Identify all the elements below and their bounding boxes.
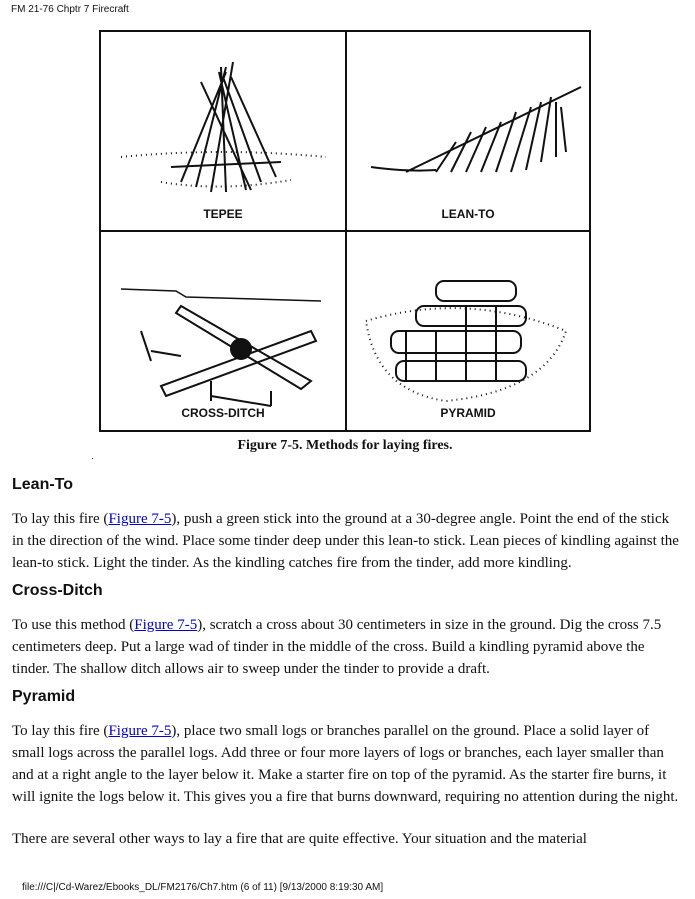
figure-link[interactable]: Figure 7-5: [134, 617, 198, 633]
figure-caption: Figure 7-5. Methods for laying fires.: [237, 438, 453, 453]
section-body: [12, 508, 684, 574]
page-header: FM 21-76 Chptr 7 Firecraft: [11, 4, 129, 15]
cross-ditch-illustration: [101, 231, 345, 430]
section-heading: Pyramid: [12, 688, 76, 705]
text: ), push a green stick into the ground at a 30-degree angle. Point the end of the stick in the direction of the wind. Place some tinder deep under this lean-to stick. Lean pieces of kindling against the lean-to stick. Light the tinder. As the kindling catches fire from the tinder, add more kindling.: [12, 511, 679, 571]
section-heading: Lean-To: [12, 476, 74, 493]
section-body: [12, 720, 684, 808]
panel-label: TEPEE: [203, 207, 243, 221]
tepee-illustration: [101, 32, 345, 231]
closing-paragraph: There are several other ways to lay a fire that are quite effective. Your situation and the material: [12, 831, 587, 847]
text: To use this method (: [12, 617, 135, 633]
pyramid-illustration: [346, 231, 590, 430]
panel-label: PYRAMID: [440, 406, 496, 420]
lean-to-illustration: [346, 32, 590, 231]
page-footer: file:///C|/Cd-Warez/Ebooks_DL/FM2176/Ch7.htm (6 of 11) [9/13/2000 8:19:30 AM]: [22, 882, 384, 893]
speck: [92, 458, 93, 459]
figure-7-5: [99, 30, 591, 432]
panel-lean-to: [346, 32, 590, 231]
section-body: [12, 614, 684, 680]
panel-label: LEAN-TO: [441, 207, 495, 221]
figure-link[interactable]: Figure 7-5: [108, 723, 172, 739]
text: ), place two small logs or branches parallel on the ground. Place a solid layer of small logs across the parallel logs. Add three or four more layers of logs or branches, each layer smaller than and at a right angle to the layer below it. Make a starter fire on top of the pyramid. As the starter fire burns, it will ignite the logs below it. This gives you a fire that burns downward, requiring no attention during the night.: [12, 723, 679, 805]
text: To lay this fire (: [12, 511, 109, 527]
panel-label: CROSS-DITCH: [181, 406, 265, 420]
text: To lay this fire (: [12, 723, 109, 739]
text: ), scratch a cross about 30 centimeters in size in the ground. Dig the cross 7.5 centimeters deep. Put a large wad of tinder in the middle of the cross. Build a kindling pyramid above the tinder. The shallow ditch allows air to sweep under the tinder to provide a draft.: [12, 617, 662, 677]
panel-cross-ditch: [101, 231, 345, 430]
panel-tepee: [101, 32, 345, 231]
panel-pyramid: [346, 231, 590, 430]
figure-link[interactable]: Figure 7-5: [108, 511, 172, 527]
section-heading: Cross-Ditch: [12, 582, 103, 599]
